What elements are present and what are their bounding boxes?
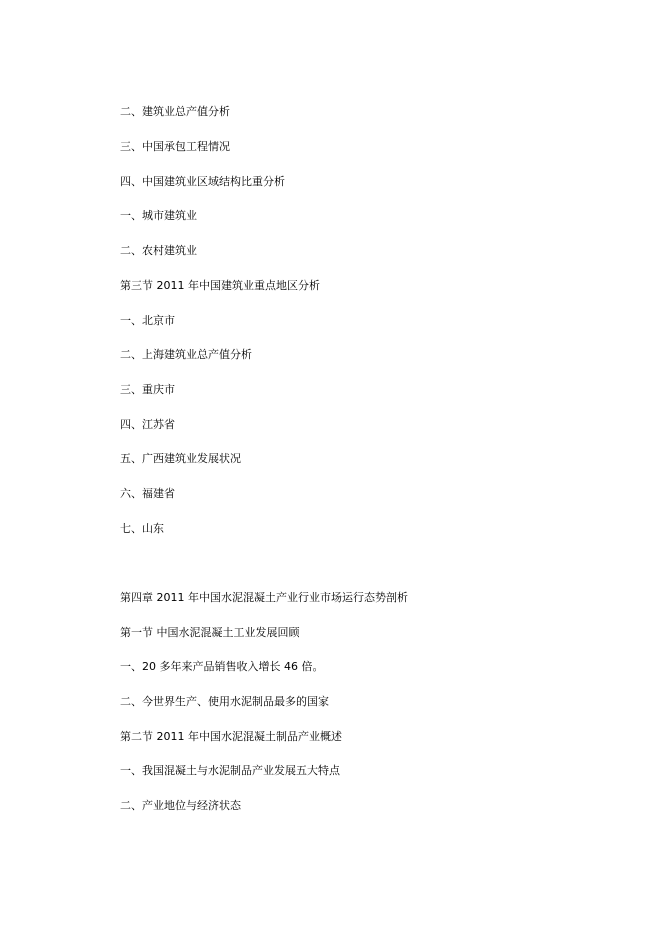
toc-section-1-review: 第一节 中国水泥混凝土工业发展回顾 [120,626,300,639]
toc-line-beijing: 一、北京市 [120,314,175,327]
toc-line-shanghai: 二、上海建筑业总产值分析 [120,348,252,361]
toc-line-sales-growth: 一、20 多年来产品销售收入增长 46 倍。 [120,660,324,673]
toc-line-rural-construction: 二、农村建筑业 [120,244,197,257]
toc-chapter-4-title: 第四章 2011 年中国水泥混凝土产业行业市场运行态势剖析 [120,591,408,604]
toc-line-shandong: 七、山东 [120,522,164,535]
toc-line-contracting: 三、中国承包工程情况 [120,140,230,153]
toc-line-fujian: 六、福建省 [120,487,175,500]
toc-line-urban-construction: 一、城市建筑业 [120,209,197,222]
toc-line-jiangsu: 四、江苏省 [120,418,175,431]
toc-line-chongqing: 三、重庆市 [120,383,175,396]
toc-section-3-key-regions: 第三节 2011 年中国建筑业重点地区分析 [120,279,320,292]
toc-line-five-features: 一、我国混凝土与水泥制品产业发展五大特点 [120,764,340,777]
toc-line-guangxi: 五、广西建筑业发展状况 [120,452,241,465]
toc-line-construction-output: 二、建筑业总产值分析 [120,105,230,118]
toc-line-largest-producer: 二、今世界生产、使用水泥制品最多的国家 [120,695,329,708]
toc-line-industry-status: 二、产业地位与经济状态 [120,799,241,812]
toc-line-regional-structure: 四、中国建筑业区域结构比重分析 [120,175,285,188]
toc-section-2-overview: 第二节 2011 年中国水泥混凝土制品产业概述 [120,730,342,743]
